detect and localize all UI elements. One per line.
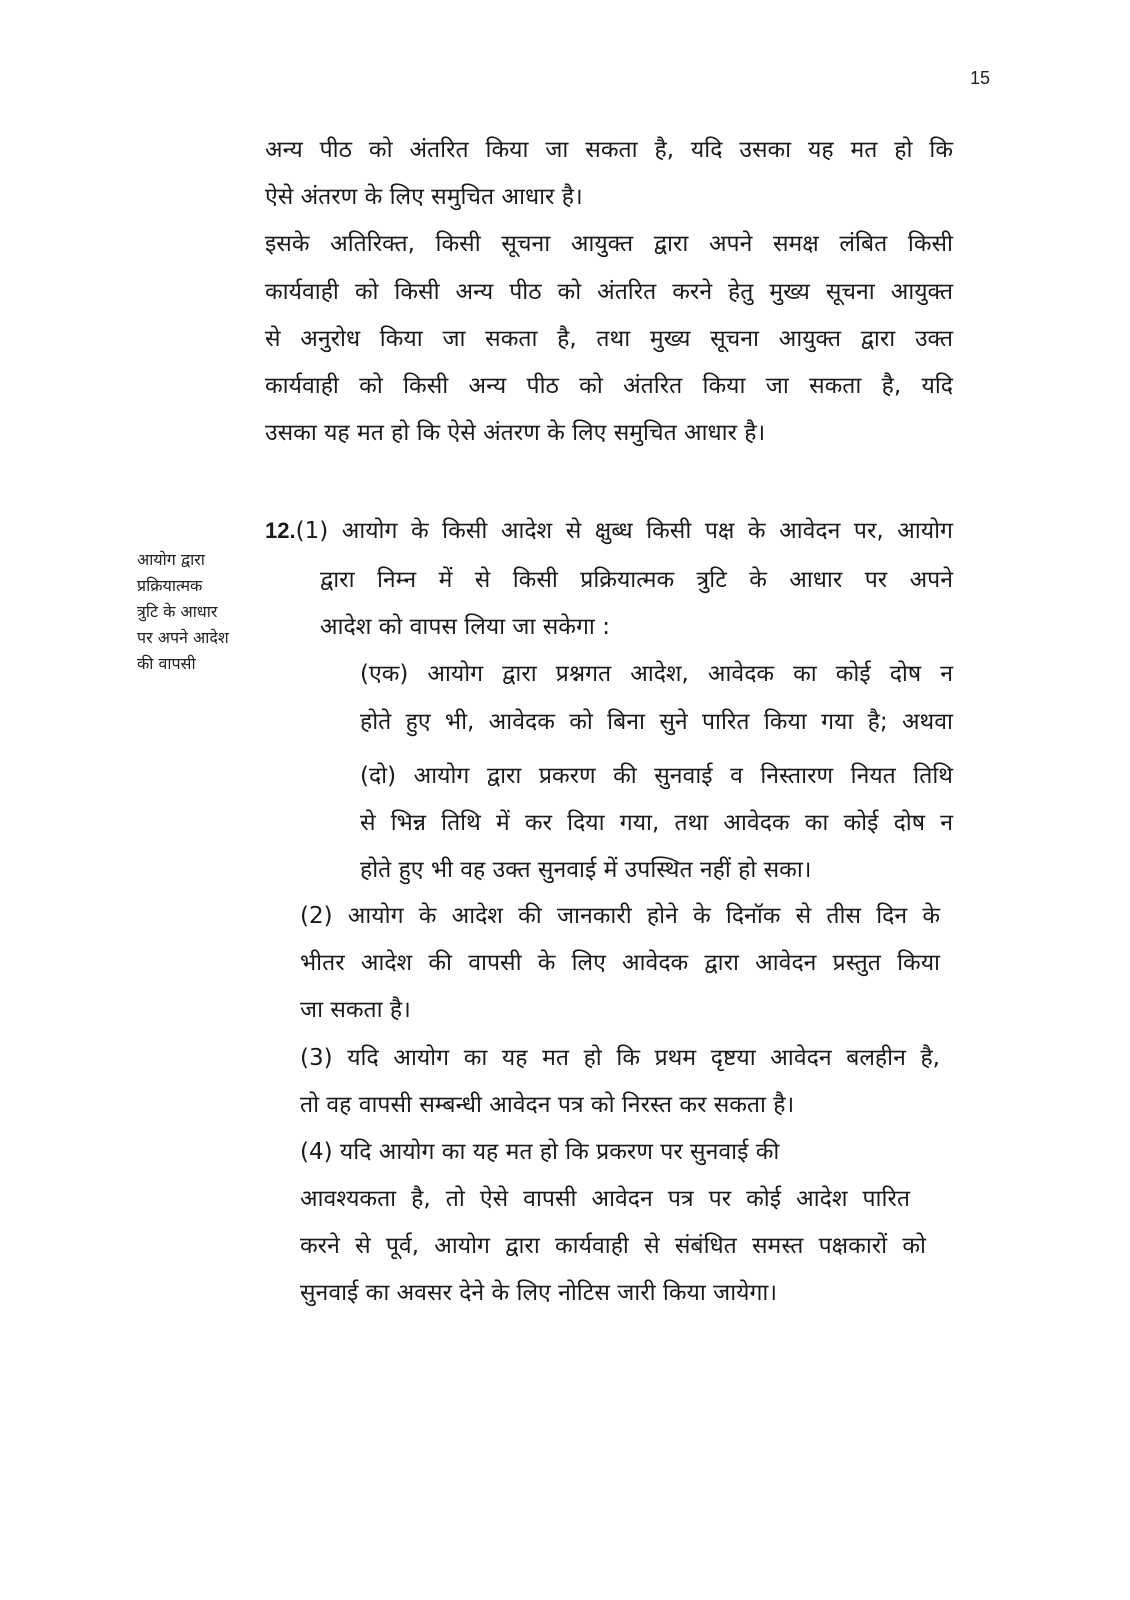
text-line: सुनवाई का अवसर देने के लिए नोटिस जारी किया जायेगा। — [300, 1280, 778, 1306]
text-line: (3) यदि आयोग का यह मत हो कि प्रथम दृष्टया आवेदन बलहीन है, — [300, 1045, 940, 1071]
margin-note-line: आयोग द्वारा — [137, 550, 205, 569]
text-line: इसके अतिरिक्त, किसी सूचना आयुक्त द्वारा अपने समक्ष लंबित किसी — [265, 231, 953, 257]
section-12-heading-line — [265, 515, 953, 547]
text-line: भीतर आदेश की वापसी के लिए आवेदक द्वारा आवेदन प्रस्तुत किया — [300, 950, 940, 976]
section-number: 12. — [265, 518, 296, 543]
text-line: अन्य पीठ को अंतरित किया जा सकता है, यदि उसका यह मत हो कि — [265, 137, 953, 163]
text-line: कार्यवाही को किसी अन्य पीठ को अंतरित किया जा सकता है, यदि — [265, 373, 953, 399]
list-item: (एक) आयोग द्वारा प्रश्नगत आदेश, आवेदक का कोई दोष न — [360, 661, 953, 687]
text-line: से अनुरोध किया जा सकता है, तथा मुख्य सूचना आयुक्त द्वारा उक्त — [265, 326, 953, 352]
text-line: करने से पूर्व, आयोग द्वारा कार्यवाही से संबंधित समस्त पक्षकारों को — [300, 1233, 926, 1259]
margin-note-line: पर अपने आदेश — [137, 628, 229, 647]
margin-note — [137, 547, 267, 677]
list-item: होते हुए भी, आवेदक को बिना सुने पारित किया गया है; अथवा — [360, 709, 953, 735]
text-line: ऐसे अंतरण के लिए समुचित आधार है। — [265, 184, 583, 210]
page-number: 15 — [970, 68, 991, 88]
list-item: होते हुए भी वह उक्त सुनवाई में उपस्थित नहीं हो सका। — [360, 857, 812, 883]
text-line: (1) आयोग के किसी आदेश से क्षुब्ध किसी पक्ष के आवेदन पर, आयोग — [295, 518, 953, 544]
text-line: तो वह वापसी सम्बन्धी आवेदन पत्र को निरस्त कर सकता है। — [300, 1092, 795, 1118]
text-line: कार्यवाही को किसी अन्य पीठ को अंतरित करने हेतु मुख्य सूचना आयुक्त — [265, 279, 953, 305]
text-line: उसका यह मत हो कि ऐसे अंतरण के लिए समुचित आधार है। — [265, 420, 766, 446]
text-line: (4) यदि आयोग का यह मत हो कि प्रकरण पर सुनवाई की — [300, 1139, 780, 1165]
list-item: (दो) आयोग द्वारा प्रकरण की सुनवाई व निस्तारण नियत तिथि — [360, 763, 953, 789]
text-line: (2) आयोग के आदेश की जानकारी होने के दिनॉक से तीस दिन के — [300, 903, 940, 929]
margin-note-line: की वापसी — [137, 654, 196, 673]
margin-note-line: त्रुटि के आधार — [137, 602, 218, 621]
list-item: से भिन्न तिथि में कर दिया गया, तथा आवेदक का कोई दोष न — [360, 810, 953, 836]
text-line: आदेश को वापस लिया जा सकेगा : — [320, 614, 610, 640]
margin-note-line: प्रक्रियात्मक — [137, 576, 203, 595]
text-line: जा सकता है। — [300, 997, 411, 1023]
text-line: द्वारा निम्न में से किसी प्रक्रियात्मक त्रुटि के आधार पर अपने — [320, 567, 953, 593]
text-line: आवश्यकता है, तो ऐसे वापसी आवेदन पत्र पर कोई आदेश पारित — [300, 1186, 910, 1212]
